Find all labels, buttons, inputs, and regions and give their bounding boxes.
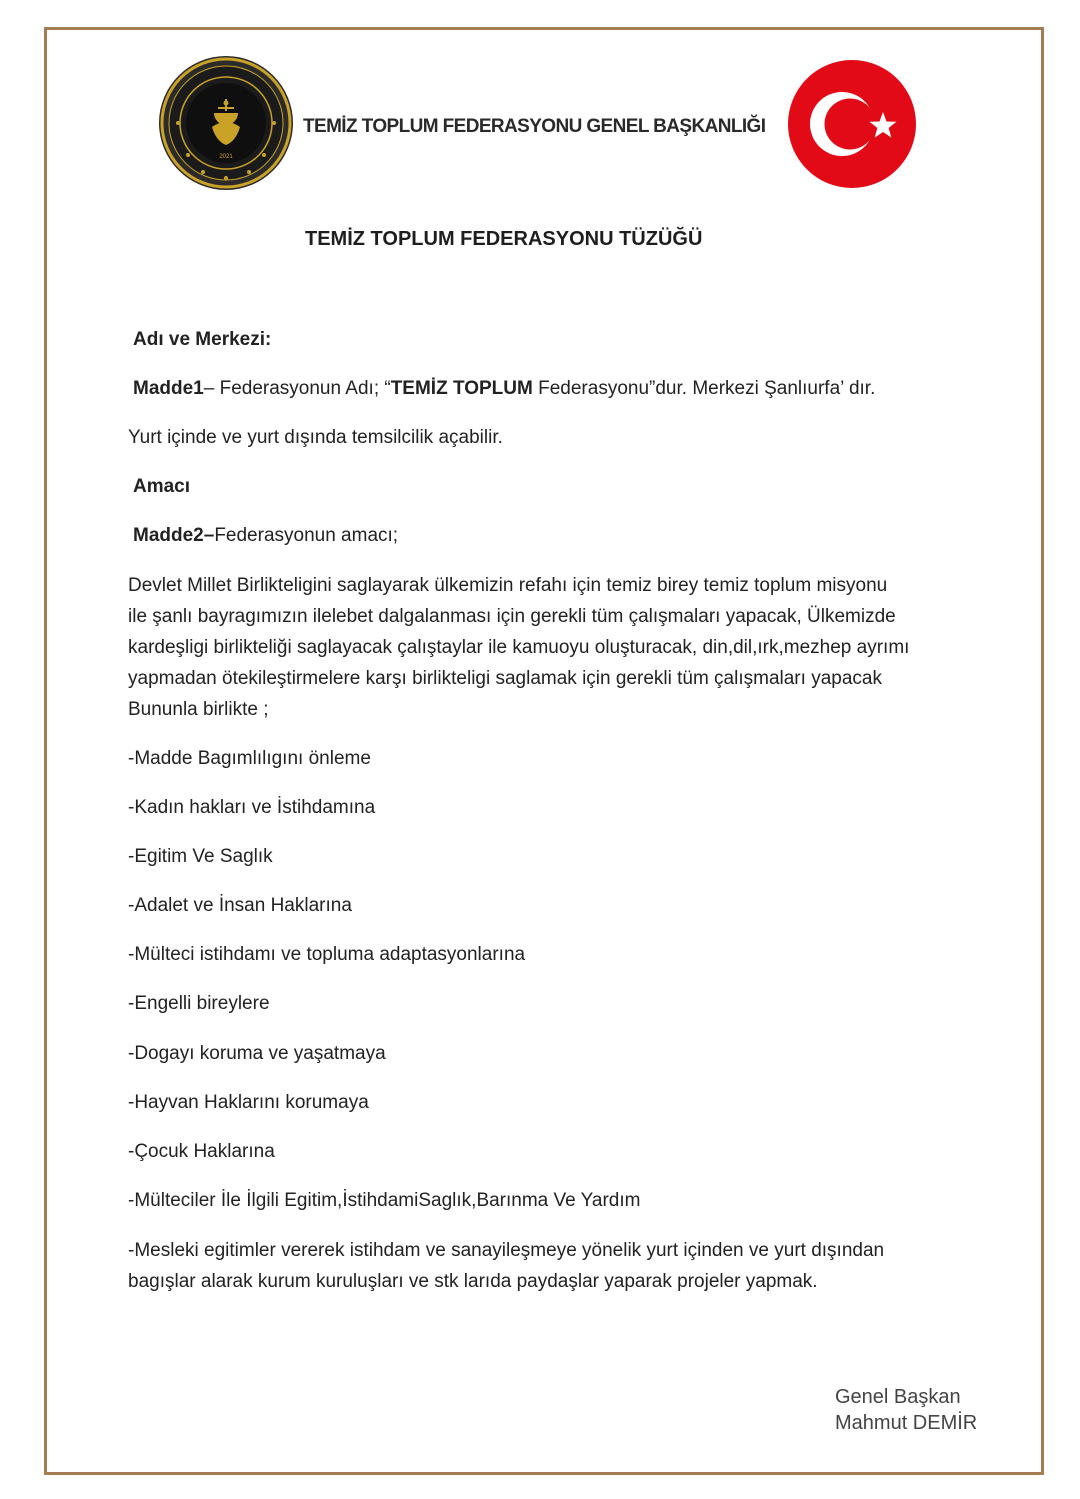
list-item: -Egitim Ve Saglık bbox=[128, 846, 273, 867]
paragraph-line: yapmadan ötekileştirmelere karşı birlikteligi saglamak için gerekli tüm çalışmaları yapacak bbox=[128, 668, 882, 689]
purpose-paragraph bbox=[128, 570, 968, 725]
list-item: -Mülteci istihdamı ve topluma adaptasyonlarına bbox=[128, 944, 526, 965]
list-item: -Hayvan Haklarını korumaya bbox=[128, 1092, 369, 1113]
paragraph-line: bagışlar alarak kurum kuruluşları ve stk larıda paydaşlar yaparak projeler yapmak. bbox=[128, 1271, 818, 1292]
paragraph-line: Bununla birlikte ; bbox=[128, 699, 269, 720]
signature-block bbox=[835, 1384, 977, 1436]
signature-name: Mahmut DEMİR bbox=[835, 1412, 978, 1434]
paragraph-line: kardeşligi birlikteliği saglayacak çalıştaylar ile kamuoyu oluşturacak, din,dil,ırk,mezhep ayrımı bbox=[128, 637, 910, 658]
article-1-label: Madde1 bbox=[133, 378, 204, 399]
article-2-label: Madde2– bbox=[133, 525, 215, 546]
section-heading-purpose: Amacı bbox=[133, 476, 191, 497]
paragraph-line: Devlet Millet Birlikteligini saglayarak ülkemizin refahı için temiz birey temiz toplum misyonu bbox=[128, 575, 888, 596]
federation-seal-logo bbox=[158, 55, 294, 191]
list-item: -Madde Bagımlılıgını önleme bbox=[128, 748, 371, 769]
organization-name: TEMİZ TOPLUM FEDERASYONU GENEL BAŞKANLIĞI bbox=[303, 116, 766, 137]
list-item: -Çocuk Haklarına bbox=[128, 1141, 275, 1162]
article-1-text-post: Federasyonu”dur. Merkezi Şanlıurfa’ dır. bbox=[532, 378, 876, 399]
document-title: TEMİZ TOPLUM FEDERASYONU TÜZÜĞÜ bbox=[305, 228, 703, 250]
article-2-text: Federasyonun amacı; bbox=[214, 525, 399, 546]
section-heading-name-center: Adı ve Merkezi: bbox=[133, 329, 272, 350]
article-1 bbox=[133, 373, 875, 404]
signature-role: Genel Başkan bbox=[835, 1386, 961, 1408]
list-item: -Adalet ve İnsan Haklarına bbox=[128, 895, 352, 916]
article-1-bold-name: TEMİZ TOPLUM bbox=[390, 378, 533, 399]
article-2 bbox=[133, 520, 398, 551]
closing-paragraph bbox=[128, 1235, 968, 1297]
list-item: -Kadın hakları ve İstihdamına bbox=[128, 797, 376, 818]
article-1-text-pre: – Federasyonun Adı; “ bbox=[203, 378, 391, 399]
paragraph-line: -Mesleki egitimler vererek istihdam ve sanayileşmeye yönelik yurt içinden ve yurt dışından bbox=[128, 1240, 885, 1261]
list-item: -Engelli bireylere bbox=[128, 993, 270, 1014]
list-item: -Mülteciler İle İlgili Egitim,İstihdamiSaglık,Barınma Ve Yardım bbox=[128, 1190, 641, 1211]
letterhead bbox=[0, 0, 1080, 200]
svg-text:2021: 2021 bbox=[219, 154, 233, 160]
paragraph-line: ile şanlı bayragımızın ilelebet dalgalanması için gerekli tüm çalışmaları yapacak, Ülkemizde bbox=[128, 606, 896, 627]
turkish-flag-icon bbox=[788, 60, 916, 188]
article-1-line-2: Yurt içinde ve yurt dışında temsilcilik açabilir. bbox=[128, 427, 503, 448]
list-item: -Dogayı koruma ve yaşatmaya bbox=[128, 1043, 386, 1064]
